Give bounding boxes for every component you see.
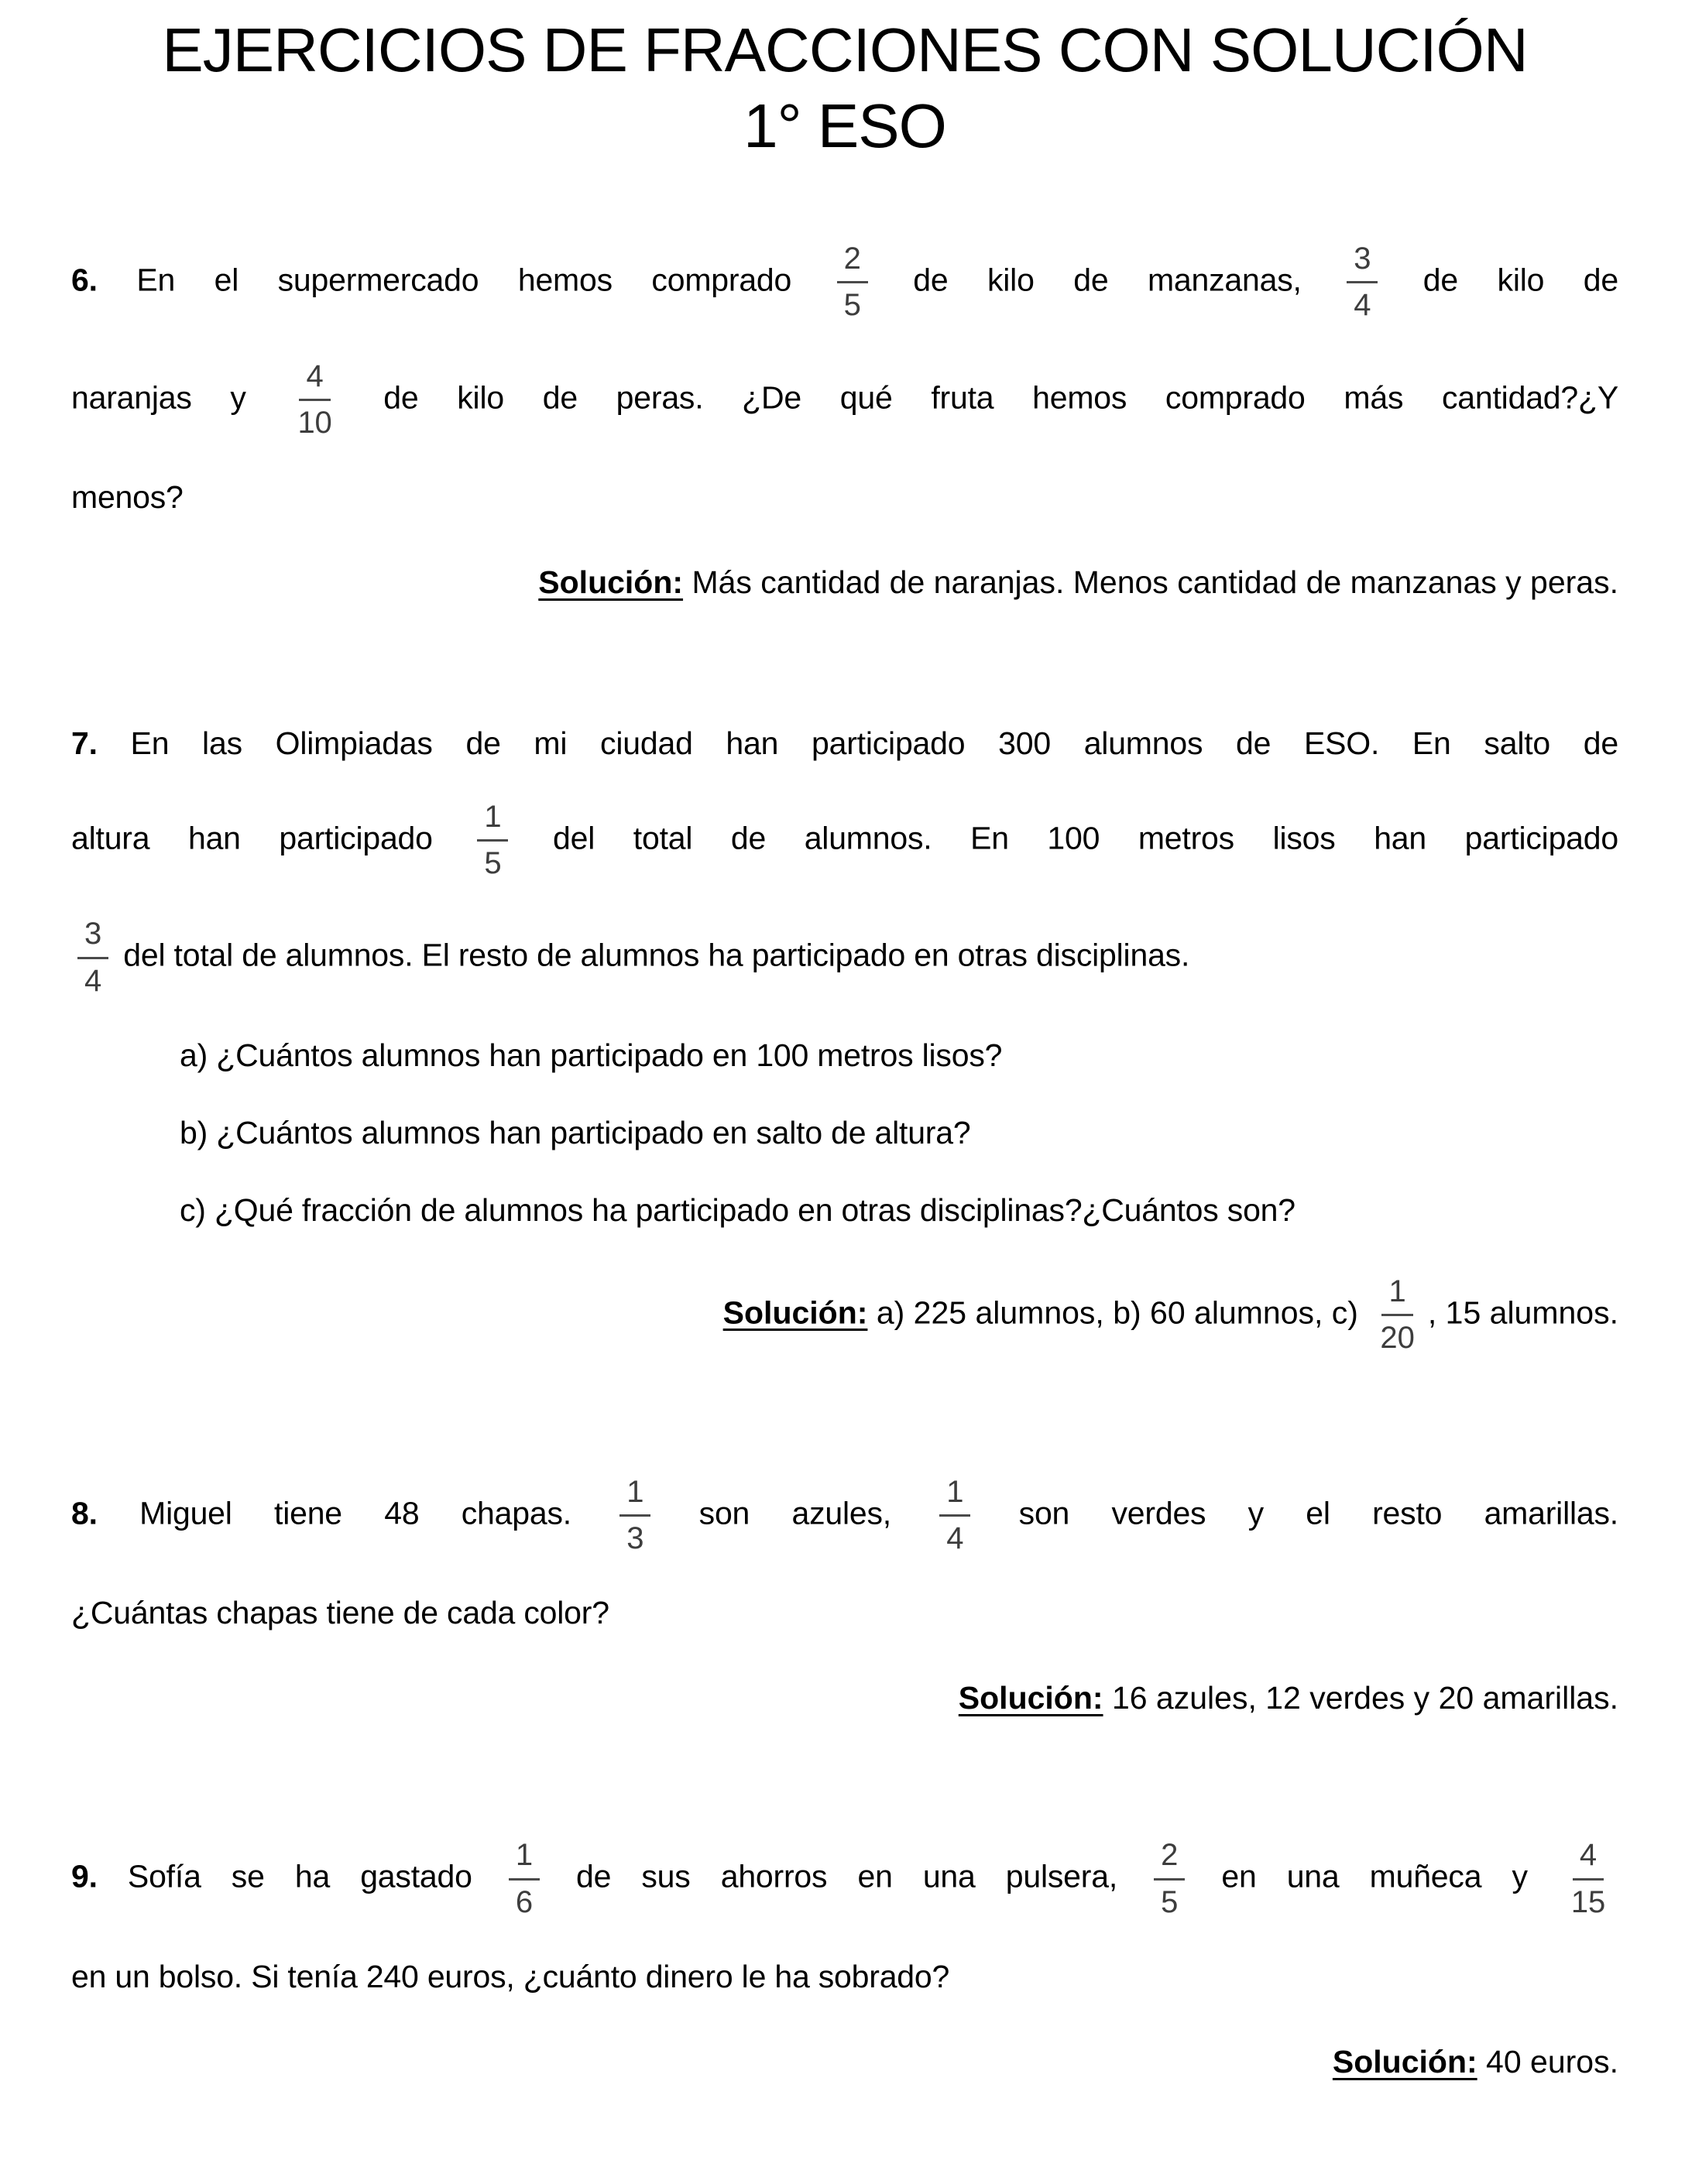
exercise-6 — [71, 224, 1618, 621]
fraction-1-3 — [619, 1476, 650, 1555]
list-item: a) ¿Cuántos alumnos han participado en 100 metros lisos? — [180, 1037, 1003, 1073]
solution-line — [71, 1659, 1618, 1737]
fraction-3-4 — [1347, 242, 1378, 322]
fraction-denominator: 20 — [1380, 1320, 1415, 1355]
fraction-numerator: 1 — [619, 1476, 650, 1517]
text-run: naranjas y — [71, 379, 285, 416]
text-run: de kilo de peras. ¿De qué fruta hemos comprado más cantidad?¿Y — [345, 379, 1618, 416]
fraction-2-5 — [837, 242, 868, 322]
text-run: en una muñeca y — [1191, 1858, 1558, 1894]
fraction-1-6 — [509, 1839, 540, 1918]
text-run: 16 azules, 12 verdes y 20 amarillas. — [1103, 1680, 1618, 1716]
text-run: ¿Cuántas chapas tiene de cada color? — [71, 1595, 609, 1631]
fraction-denominator: 4 — [946, 1521, 964, 1556]
fraction-numerator: 1 — [509, 1839, 540, 1880]
fraction-numerator: 3 — [1347, 242, 1378, 283]
fraction-denominator: 10 — [297, 405, 332, 440]
solution-label: Solución: — [1332, 2043, 1477, 2079]
document-title: EJERCICIOS DE FRACCIONES CON SOLUCIÓN — [162, 15, 1528, 84]
text-run: , 15 alumnos. — [1427, 1294, 1618, 1331]
fraction-denominator: 5 — [484, 846, 502, 881]
text-run: En las Olimpiadas de mi ciudad han participado 300 alumnos de ESO. En salto de — [97, 725, 1618, 761]
fraction-numerator: 1 — [477, 801, 508, 842]
solution-label: Solución: — [958, 1680, 1103, 1716]
fraction-1-5 — [477, 801, 508, 880]
fraction-numerator: 4 — [299, 360, 330, 401]
fraction-numerator: 2 — [1154, 1839, 1185, 1880]
solution-label: Solución: — [538, 564, 684, 600]
text-run: Sofía se ha gastado — [97, 1858, 503, 1894]
fraction-4-15 — [1564, 1839, 1612, 1918]
text-run: son azules, — [657, 1495, 934, 1531]
document-title-block — [71, 12, 1618, 163]
fraction-3-4 — [77, 917, 108, 997]
text-run: del total de alumnos. El resto de alumnos ha participado en otras disciplinas. — [115, 937, 1190, 973]
text-run: son verdes y el resto amarillas. — [976, 1495, 1618, 1531]
text-run: En el supermercado hemos comprado — [97, 262, 831, 298]
text-run: Miguel tiene 48 chapas. — [97, 1495, 614, 1531]
list-item: b) ¿Cuántos alumnos han participado en salto de altura? — [180, 1114, 971, 1150]
exercise-number: 6. — [71, 262, 98, 298]
document-subtitle: 1° ESO — [743, 91, 946, 160]
fraction-numerator: 1 — [1381, 1275, 1412, 1316]
fraction-denominator: 3 — [626, 1521, 644, 1556]
exercise-list — [71, 224, 1618, 2100]
body-line — [71, 782, 1618, 899]
body-line — [71, 1574, 1618, 1651]
exercise-number: 9. — [71, 1858, 98, 1894]
body-line — [71, 1938, 1618, 2015]
text-run: del total de alumnos. En 100 metros lisos han participado — [514, 820, 1618, 856]
text-run: menos? — [71, 478, 184, 515]
exercise-9 — [71, 1820, 1618, 2100]
fraction-1-4 — [939, 1476, 970, 1555]
fraction-numerator: 3 — [77, 917, 108, 958]
list-item: c) ¿Qué fracción de alumnos ha participado en otras disciplinas?¿Cuántos son? — [180, 1191, 1295, 1228]
text-run: de kilo de manzanas, — [873, 262, 1341, 298]
exercise-number: 7. — [71, 725, 98, 761]
text-run: de sus ahorros en una pulsera, — [545, 1858, 1148, 1894]
solution-line — [71, 1257, 1618, 1373]
body-line — [71, 224, 1618, 341]
fraction-denominator: 4 — [84, 963, 102, 998]
fraction-denominator: 4 — [1354, 288, 1371, 323]
exercise-7 — [71, 705, 1618, 1373]
fraction-numerator: 1 — [939, 1476, 970, 1517]
solution-label: Solución: — [722, 1294, 868, 1331]
text-run: en un bolso. Si tenía 240 euros, ¿cuánto dinero le ha sobrado? — [71, 1958, 950, 1994]
fraction-1-20 — [1373, 1275, 1422, 1355]
text-run: a) 225 alumnos, b) 60 alumnos, c) — [867, 1294, 1368, 1331]
body-line — [71, 899, 1618, 1016]
fraction-denominator: 5 — [843, 288, 861, 323]
fraction-2-5 — [1154, 1839, 1185, 1918]
solution-line — [71, 2023, 1618, 2100]
body-line — [71, 705, 1618, 782]
exercise-8 — [71, 1457, 1618, 1737]
solution-line — [71, 543, 1618, 621]
question-list — [71, 1017, 1618, 1249]
fraction-denominator: 5 — [1161, 1884, 1179, 1919]
text-run: 40 euros. — [1477, 2043, 1618, 2079]
fraction-numerator: 2 — [837, 242, 868, 283]
text-run: de kilo de — [1384, 262, 1618, 298]
fraction-numerator: 4 — [1573, 1839, 1604, 1880]
text-run: Más cantidad de naranjas. Menos cantidad de manzanas y peras. — [683, 564, 1618, 600]
body-line — [71, 458, 1618, 536]
fraction-denominator: 6 — [515, 1884, 533, 1919]
fraction-denominator: 15 — [1570, 1884, 1605, 1919]
body-line — [71, 1457, 1618, 1574]
exercise-number: 8. — [71, 1495, 98, 1531]
text-run: altura han participado — [71, 820, 472, 856]
fraction-4-10 — [290, 360, 338, 440]
body-line — [71, 341, 1618, 458]
body-line — [71, 1820, 1618, 1937]
